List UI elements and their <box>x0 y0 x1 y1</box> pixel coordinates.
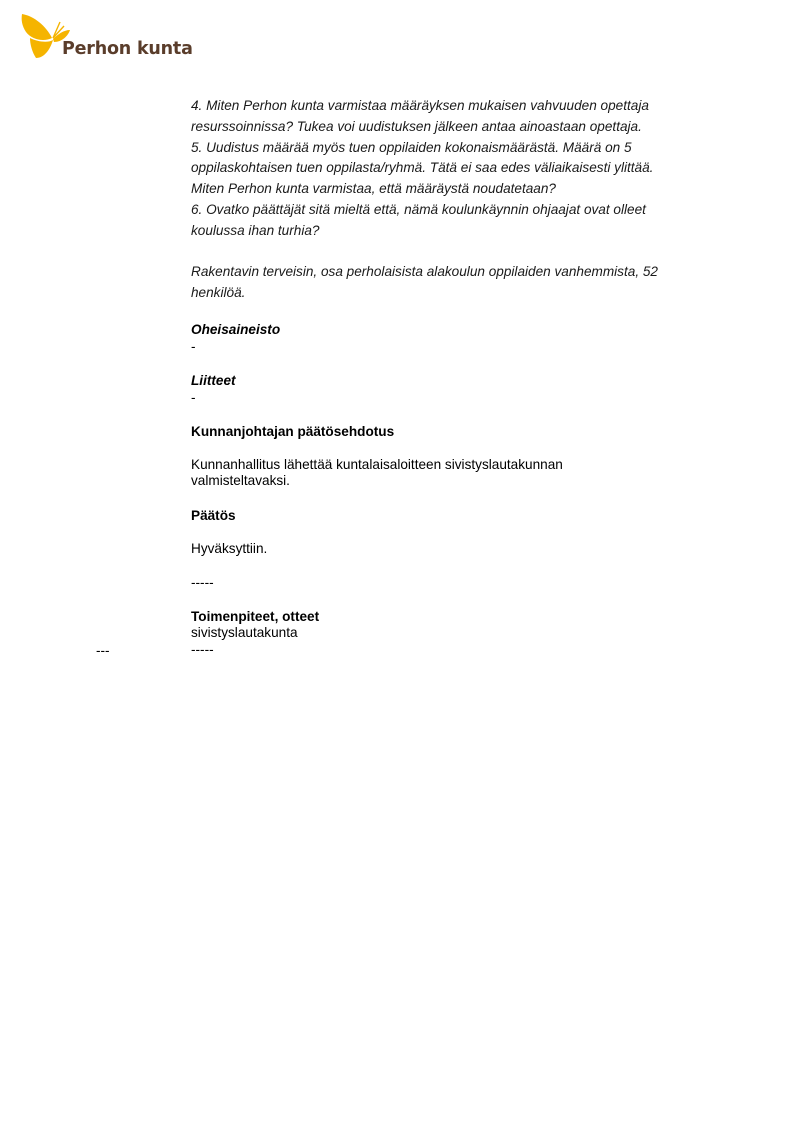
body-line: 5. Uudistus määrää myös tuen oppilaiden kokonaismäärästä. Määrä on 5 <box>191 139 632 155</box>
proposal-text-line: Kunnanhallitus lähettää kuntalaisaloitteen sivistyslautakunnan <box>191 457 563 472</box>
signature-line: Rakentavin terveisin, osa perholaisista alakoulun oppilaiden vanhemmista, 52 <box>191 264 658 280</box>
body-line: oppilaskohtaisen tuen oppilasta/ryhmä. Tätä ei saa edes väliaikaisesti ylittää. <box>191 160 654 176</box>
actions-heading: Toimenpiteet, otteet <box>191 609 320 624</box>
decision-separator: ----- <box>191 575 214 590</box>
actions-separator-right: ----- <box>191 642 214 657</box>
questions-block <box>191 96 731 304</box>
letter-body <box>191 96 731 304</box>
proposal-heading: Kunnanjohtajan päätösehdotus <box>191 424 395 439</box>
logo-text: Perhon kunta <box>62 39 193 59</box>
liitteet-heading: Liitteet <box>191 373 236 388</box>
body-line: resurssoinnissa? Tukea voi uudistuksen jälkeen antaa ainoastaan opettaja. <box>191 118 642 134</box>
liitteet-value: - <box>191 390 196 405</box>
body-line: Miten Perhon kunta varmistaa, että määräystä noudatetaan? <box>191 181 556 197</box>
signature-line: henkilöä. <box>191 285 246 301</box>
municipality-logo <box>20 12 193 62</box>
decision-text: Hyväksyttiin. <box>191 541 268 556</box>
proposal-text-line: valmisteltavaksi. <box>191 473 290 488</box>
actions-separator-left: --- <box>96 643 110 658</box>
body-line: koulussa ihan turhia? <box>191 222 320 238</box>
actions-recipient: sivistyslautakunta <box>191 625 298 640</box>
oheisaineisto-heading: Oheisaineisto <box>191 322 281 337</box>
body-line: 6. Ovatko päättäjät sitä mieltä että, nämä koulunkäynnin ohjaajat ovat olleet <box>191 201 646 217</box>
oheisaineisto-value: - <box>191 339 196 354</box>
body-line: 4. Miten Perhon kunta varmistaa määräyksen mukaisen vahvuuden opettaja <box>191 98 649 113</box>
decision-heading: Päätös <box>191 508 236 523</box>
